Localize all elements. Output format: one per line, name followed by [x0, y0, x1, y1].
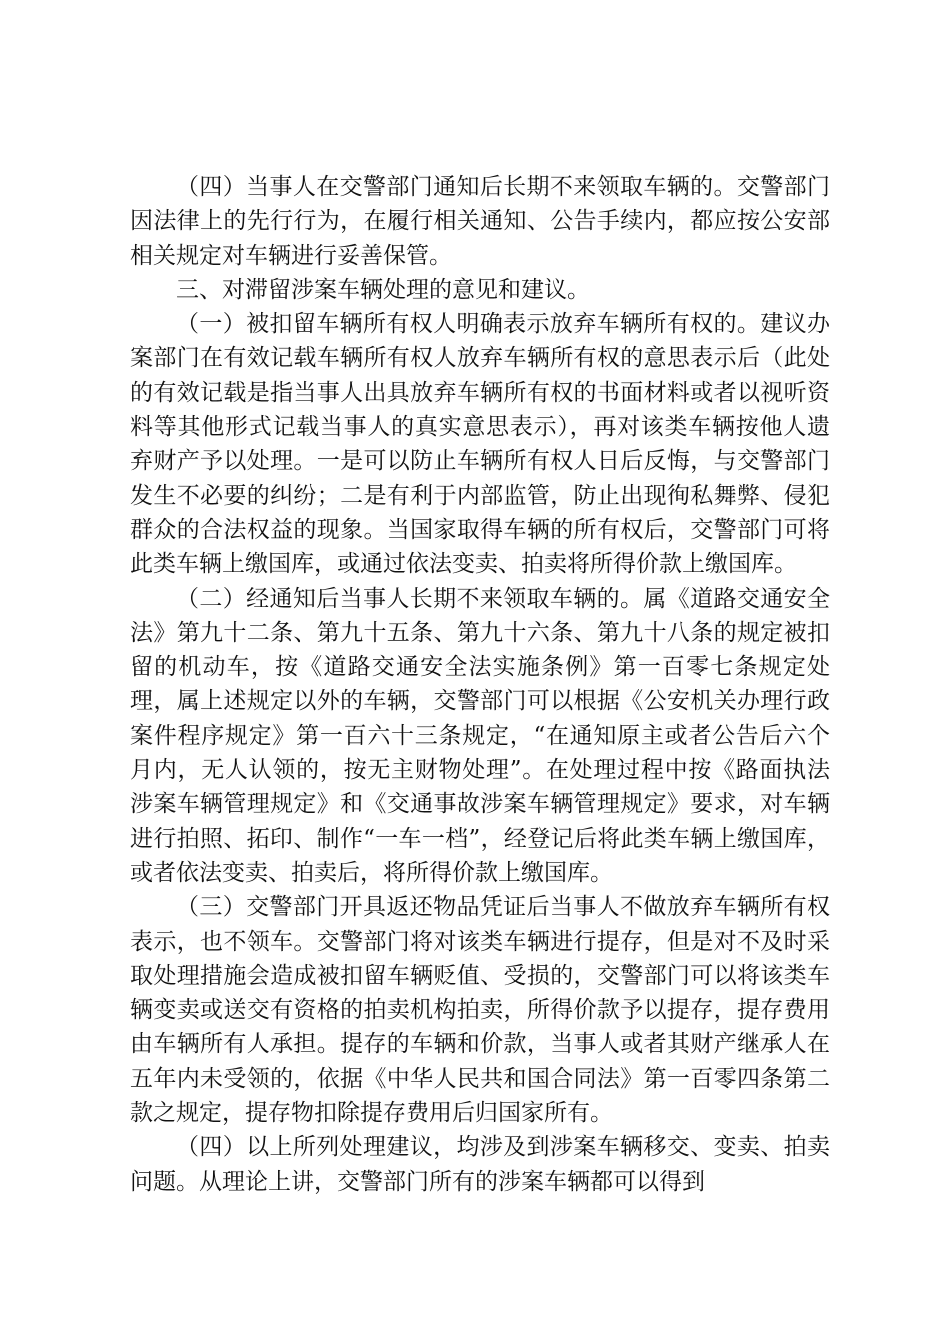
document-body: [130, 170, 830, 1199]
paragraph-item-4-suggestions: （四）以上所列处理建议，均涉及到涉案车辆移交、变卖、拍卖问题。从理论上讲，交警部门所有的涉案车辆都可以得到: [130, 1134, 830, 1195]
section-heading-3: 三、对滞留涉案车辆处理的意见和建议。: [176, 276, 590, 303]
paragraph-item-2-notified: （二）经通知后当事人长期不来领取车辆的。属《道路交通安全法》第九十二条、第九十五条、第九十六条、第九十八条的规定被扣留的机动车，按《道路交通安全法实施条例》第一百零七条规定处理，属上述规定以外的车辆，交警部门可以根据《公安机关办理行政案件程序规定》第一百六十三条规定，“在通知原主或者公告后六个月内，无人认领的，按无主财物处理”。在处理过程中按《路面执法涉案车辆管理规定》和《交通事故涉案车辆管理规定》要求，对车辆进行拍照、拓印、制作“一车一档”，经登记后将此类车辆上缴国库，或者依法变卖、拍卖后，将所得价款上缴国库。: [130, 585, 830, 886]
paragraph-item-3-escrow: （三）交警部门开具返还物品凭证后当事人不做放弃车辆所有权表示，也不领车。交警部门将对该类车辆进行提存，但是对不及时采取处理措施会造成被扣留车辆贬值、受损的，交警部门可以将该类车辆变卖或送交有资格的拍卖机构拍卖，所得价款予以提存，提存费用由车辆所有人承担。提存的车辆和价款，当事人或者其财产继承人在五年内未受领的，依据《中华人民共和国合同法》第一百零四条第二款之规定，提存物扣除提存费用后归国家所有。: [130, 894, 830, 1127]
paragraph-item-1-abandon: （一）被扣留车辆所有权人明确表示放弃车辆所有权的。建议办案部门在有效记载车辆所有权人放弃车辆所有权的意思表示后（此处的有效记载是指当事人出具放弃车辆所有权的书面材料或者以视听资料等其他形式记载当事人的真实意思表示），再对该类车辆按他人遗弃财产予以处理。一是可以防止车辆所有权人日后反悔，与交警部门发生不必要的纠纷；二是有利于内部监管，防止出现徇私舞弊、侵犯群众的合法权益的现象。当国家取得车辆的所有权后，交警部门可将此类车辆上缴国库，或通过依法变卖、拍卖将所得价款上缴国库。: [130, 311, 830, 578]
paragraph-item-4-unclaimed: （四）当事人在交警部门通知后长期不来领取车辆的。交警部门因法律上的先行行为，在履行相关通知、公告手续内，都应按公安部相关规定对车辆进行妥善保管。: [130, 174, 830, 269]
